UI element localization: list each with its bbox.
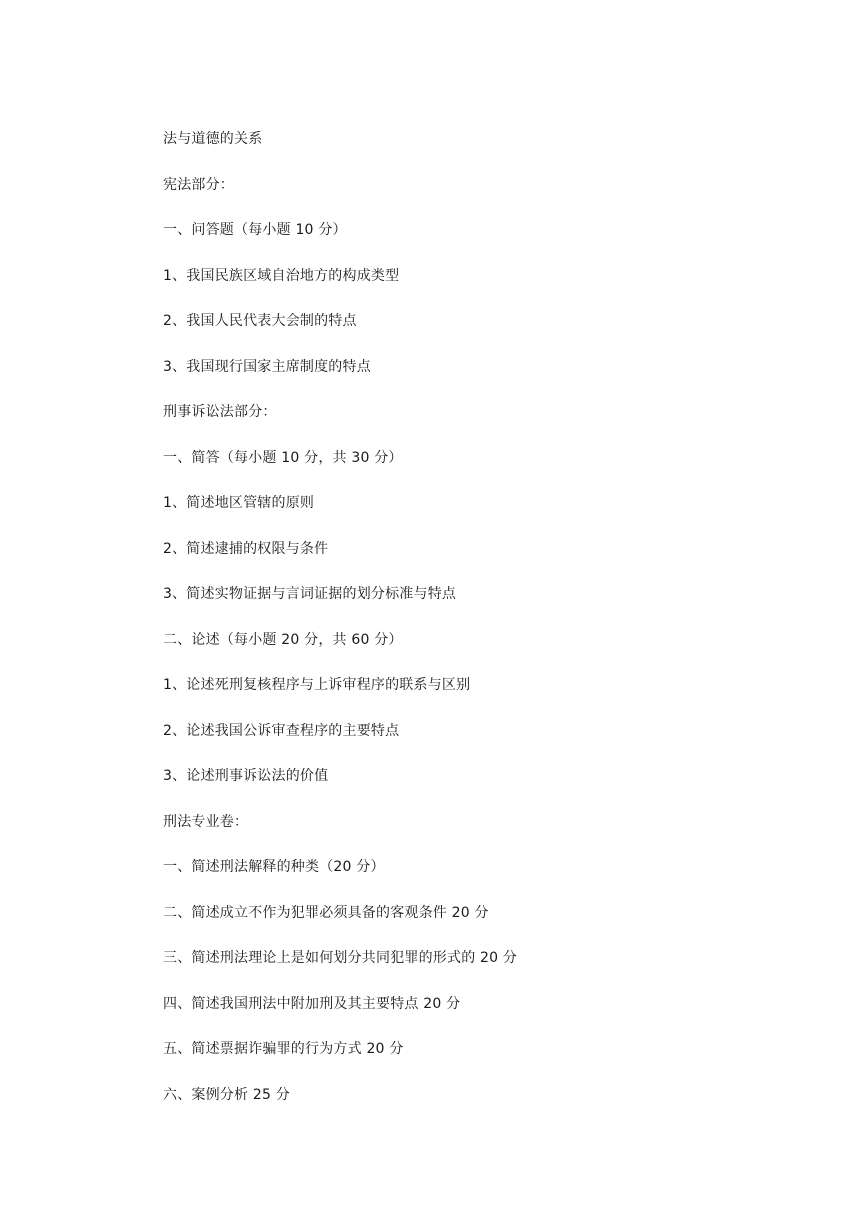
- question-item: 2、论述我国公诉审查程序的主要特点: [163, 722, 400, 739]
- question-item: 二、简述成立不作为犯罪必须具备的客观条件 20 分: [163, 904, 489, 921]
- question-item: 1、我国民族区域自治地方的构成类型: [163, 267, 400, 284]
- question-item: 一、简述刑法解释的种类（20 分）: [163, 859, 385, 875]
- question-group-heading: 一、简答（每小题 10 分，共 30 分）: [163, 449, 403, 466]
- question-item: 2、简述逮捕的权限与条件: [163, 540, 329, 557]
- question-item: 1、简述地区管辖的原则: [163, 495, 315, 511]
- section-constitution: 宪法部分：: [163, 176, 234, 193]
- question-item: 六、案例分析 25 分: [163, 1086, 290, 1103]
- question-item: 1、论述死刑复核程序与上诉审程序的联系与区别: [163, 677, 471, 693]
- question-item: 五、简述票据诈骗罪的行为方式 20 分: [163, 1041, 404, 1057]
- question-item: 3、论述刑事诉讼法的价值: [163, 768, 329, 784]
- document-body: [163, 128, 783, 1129]
- question-group-heading: 二、论述（每小题 20 分，共 60 分）: [163, 631, 403, 648]
- heading-law-and-morality: 法与道德的关系: [163, 131, 263, 147]
- section-criminal-procedure: 刑事诉讼法部分：: [163, 404, 277, 420]
- question-item: 四、简述我国刑法中附加刑及其主要特点 20 分: [163, 995, 461, 1012]
- question-group-heading: 一、问答题（每小题 10 分）: [163, 222, 347, 238]
- question-item: 三、简述刑法理论上是如何划分共同犯罪的形式的 20 分: [163, 950, 518, 966]
- section-criminal-law: 刑法专业卷：: [163, 813, 249, 830]
- question-item: 3、我国现行国家主席制度的特点: [163, 358, 371, 375]
- question-item: 2、我国人民代表大会制的特点: [163, 313, 357, 329]
- question-item: 3、简述实物证据与言词证据的划分标准与特点: [163, 586, 457, 602]
